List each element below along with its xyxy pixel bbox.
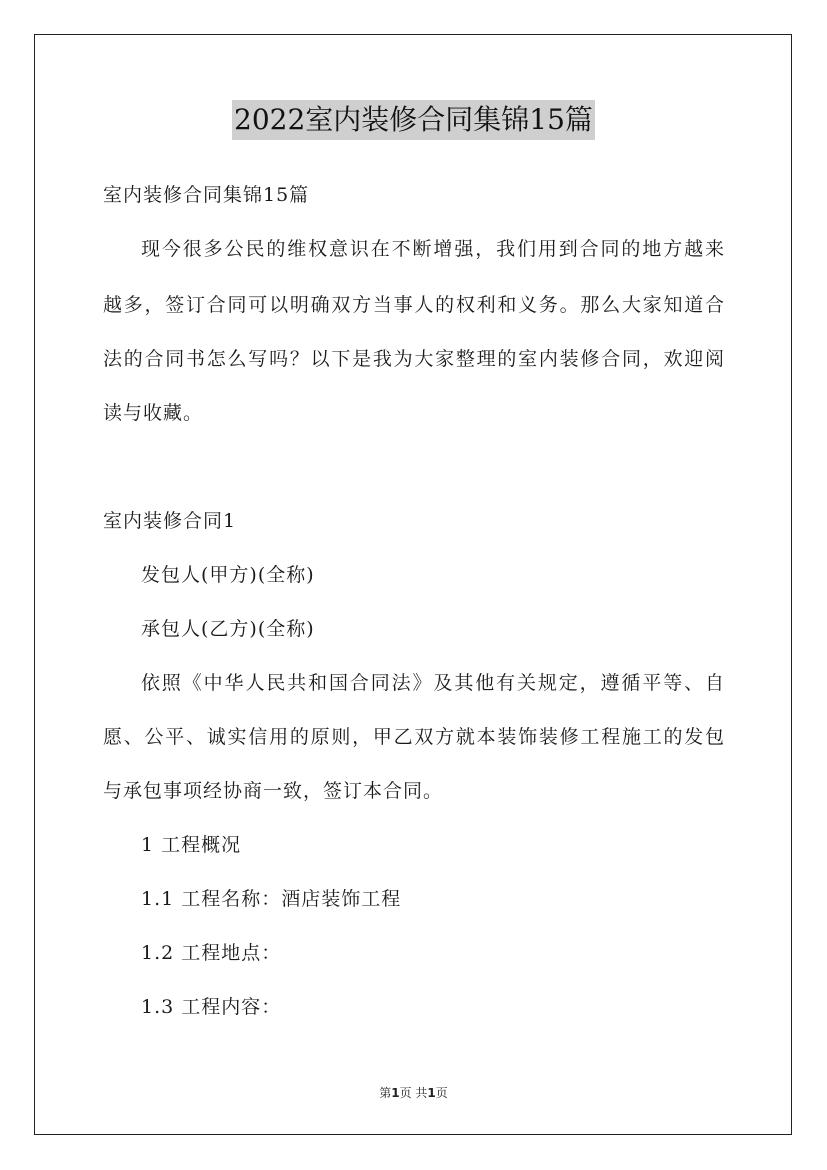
basis-line-3: 与承包事项经协商一致，签订本合同。 xyxy=(103,780,444,802)
intro-line-2 xyxy=(103,290,725,317)
footer-mid: 页 共 xyxy=(399,1086,428,1100)
intro-line-3 xyxy=(103,344,725,371)
basis-line-1-text: 依照《中华人民共和国合同法》及其他有关规定，遵循平等、自 xyxy=(141,672,725,694)
clause-1-3: 1.3 工程内容： xyxy=(141,996,282,1018)
party-a-line: 发包人(甲方)(全称) xyxy=(141,564,315,586)
intro-line-3-text: 法的合同书怎么写吗？以下是我为大家整理的室内装修合同，欢迎阅 xyxy=(103,348,725,370)
document-subtitle: 室内装修合同集锦15篇 xyxy=(103,184,310,206)
footer-page-total: 1 xyxy=(427,1086,436,1100)
basis-line-2-text: 愿、公平、诚实信用的原则，甲乙双方就本装饰装修工程施工的发包 xyxy=(103,726,725,748)
section-heading: 室内装修合同1 xyxy=(103,510,237,532)
title-container xyxy=(0,100,827,140)
basis-line-2 xyxy=(103,722,725,749)
basis-line-1 xyxy=(141,668,725,695)
clause-1: 1 工程概况 xyxy=(141,834,242,856)
footer-prefix: 第 xyxy=(379,1086,392,1100)
document-title: 2022室内装修合同集锦15篇 xyxy=(232,100,595,140)
intro-line-2-text: 越多，签订合同可以明确双方当事人的权利和义务。那么大家知道合 xyxy=(103,294,725,316)
intro-line-1-text: 现今很多公民的维权意识在不断增强，我们用到合同的地方越来 xyxy=(141,238,725,260)
footer-page-current: 1 xyxy=(391,1086,400,1100)
clause-1-1: 1.1 工程名称：酒店装饰工程 xyxy=(141,888,402,910)
clause-1-2: 1.2 工程地点： xyxy=(141,942,282,964)
party-b-line: 承包人(乙方)(全称) xyxy=(141,618,315,640)
footer-suffix: 页 xyxy=(435,1086,448,1100)
intro-line-4: 读与收藏。 xyxy=(103,402,204,424)
intro-line-1 xyxy=(141,234,725,261)
page-footer xyxy=(0,1084,827,1101)
